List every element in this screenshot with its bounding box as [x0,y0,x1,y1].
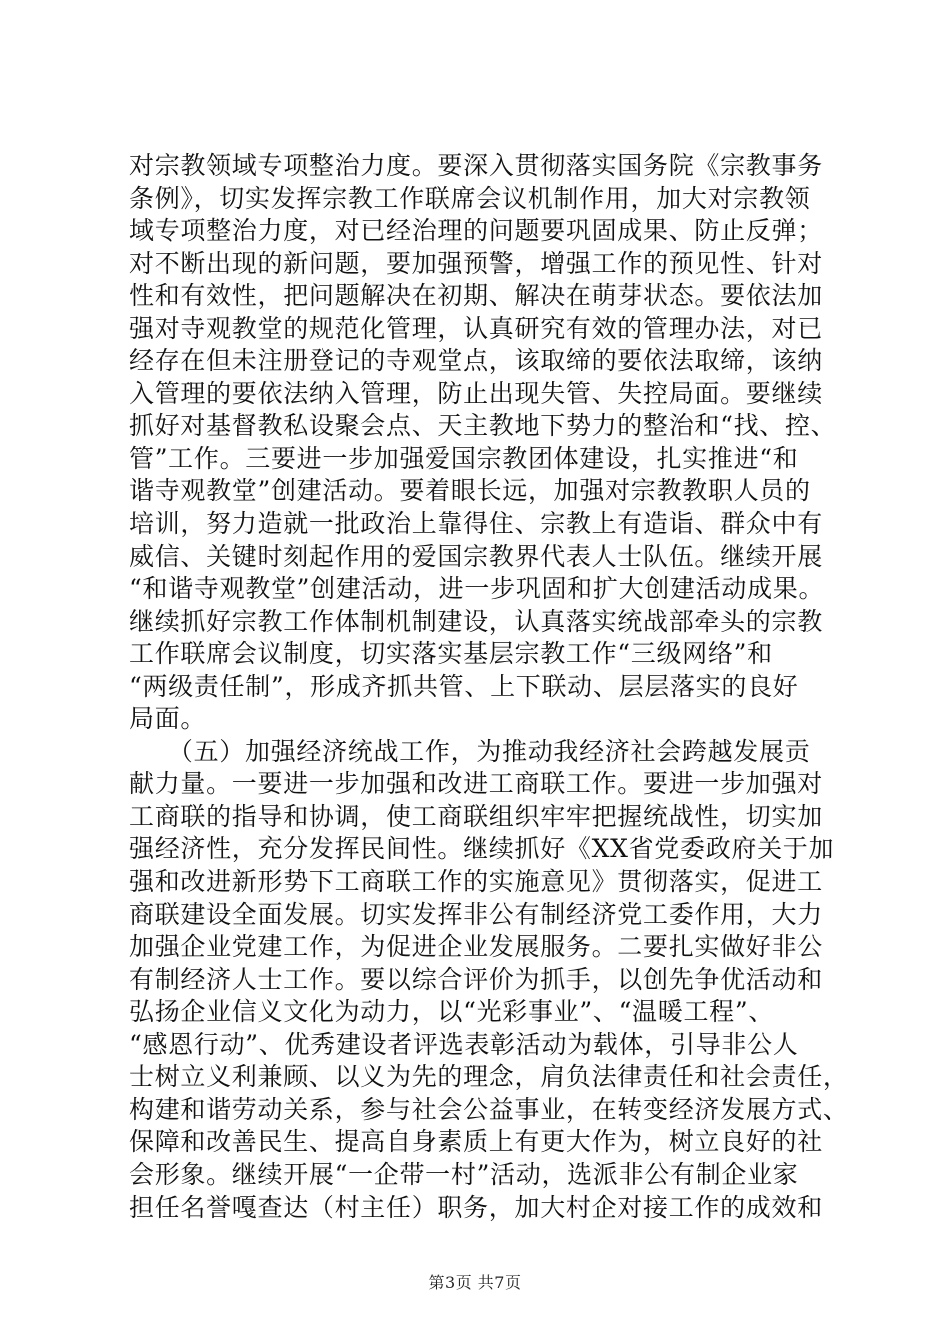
text-line: 担任名誉嘎查达（村主任）职务，加大村企对接工作的成效和 [129,1192,823,1222]
text-line: “两级责任制”，形成齐抓共管、上下联动、层层落实的良好 [129,671,799,701]
text-line: 强对寺观教堂的规范化管理，认真研究有效的管理办法，对已 [129,313,823,343]
text-line: 对宗教领域专项整治力度。要深入贯彻落实国务院《宗教事务 [129,151,823,180]
text-line: （五）加强经济统战工作，为推动我经济社会跨越发展贡 [129,736,811,766]
text-line: 士树立义利兼顾、以义为先的理念，肩负法律责任和社会责任， [129,1062,849,1092]
text-line: 经存在但未注册登记的寺观堂点，该取缔的要依法取缔，该纳 [129,346,823,376]
text-line: 继续抓好宗教工作体制机制建设，认真落实统战部牵头的宗教 [129,606,823,636]
text-line: 条例》，切实发挥宗教工作联席会议机制作用，加大对宗教领 [129,183,811,213]
text-line: 保障和改善民生、提高自身素质上有更大作为，树立良好的社 [129,1127,823,1157]
text-line: 会形象。继续开展“一企带一村”活动，选派非公有制企业家 [129,1159,799,1189]
text-line: “感恩行动”、优秀建设者评选表彰活动为载体，引导非公人 [129,1029,799,1059]
text-line: 局面。 [129,704,207,734]
text-line: 工作联席会议制度，切实落实基层宗教工作“三级网络”和 [129,639,773,669]
text-line: 强经济性，充分发挥民间性。继续抓好《XX省党委政府关于加 [129,834,835,864]
page-footer: 第3页 共7页 [428,1273,522,1292]
text-line: 弘扬企业信义文化为动力，以“光彩事业”、“温暖工程”、 [129,997,775,1027]
text-line: 谐寺观教堂”创建活动。要着眼长远，加强对宗教教职人员的 [129,476,811,506]
text-line: 强和改进新形势下工商联工作的实施意见》贯彻落实，促进工 [129,867,823,897]
text-line: 域专项整治力度，对已经治理的问题要巩固成果、防止反弹； [129,216,823,246]
text-line: 入管理的要依法纳入管理，防止出现失管、失控局面。要继续 [129,378,823,408]
text-line: 商联建设全面发展。切实发挥非公有制经济党工委作用，大力 [129,899,823,929]
text-line: 威信、关键时刻起作用的爱国宗教界代表人士队伍。继续开展 [129,541,823,571]
text-line: 管”工作。三要进一步加强爱国宗教团体建设，扎实推进“和 [129,443,799,473]
document-body [129,150,849,1224]
text-line: 有制经济人士工作。要以综合评价为抓手，以创先争优活动和 [129,964,823,994]
text-line: “和谐寺观教堂”创建活动，进一步巩固和扩大创建活动成果。 [129,574,825,604]
text-line: 性和有效性，把问题解决在初期、解决在萌芽状态。要依法加 [129,281,823,311]
text-line: 献力量。一要进一步加强和改进工商联工作。要进一步加强对 [129,769,823,799]
text-line: 构建和谐劳动关系，参与社会公益事业，在转变经济发展方式、 [129,1094,849,1124]
text-line: 对不断出现的新问题，要加强预警，增强工作的预见性、针对 [129,248,823,278]
text-line: 加强企业党建工作，为促进企业发展服务。二要扎实做好非公 [129,932,823,962]
text-line: 抓好对基督教私设聚会点、天主教地下势力的整治和“找、控、 [129,411,837,441]
text-line: 培训，努力造就一批政治上靠得住、宗教上有造诣、群众中有 [129,509,823,539]
text-line: 工商联的指导和协调，使工商联组织牢牢把握统战性，切实加 [129,801,823,831]
